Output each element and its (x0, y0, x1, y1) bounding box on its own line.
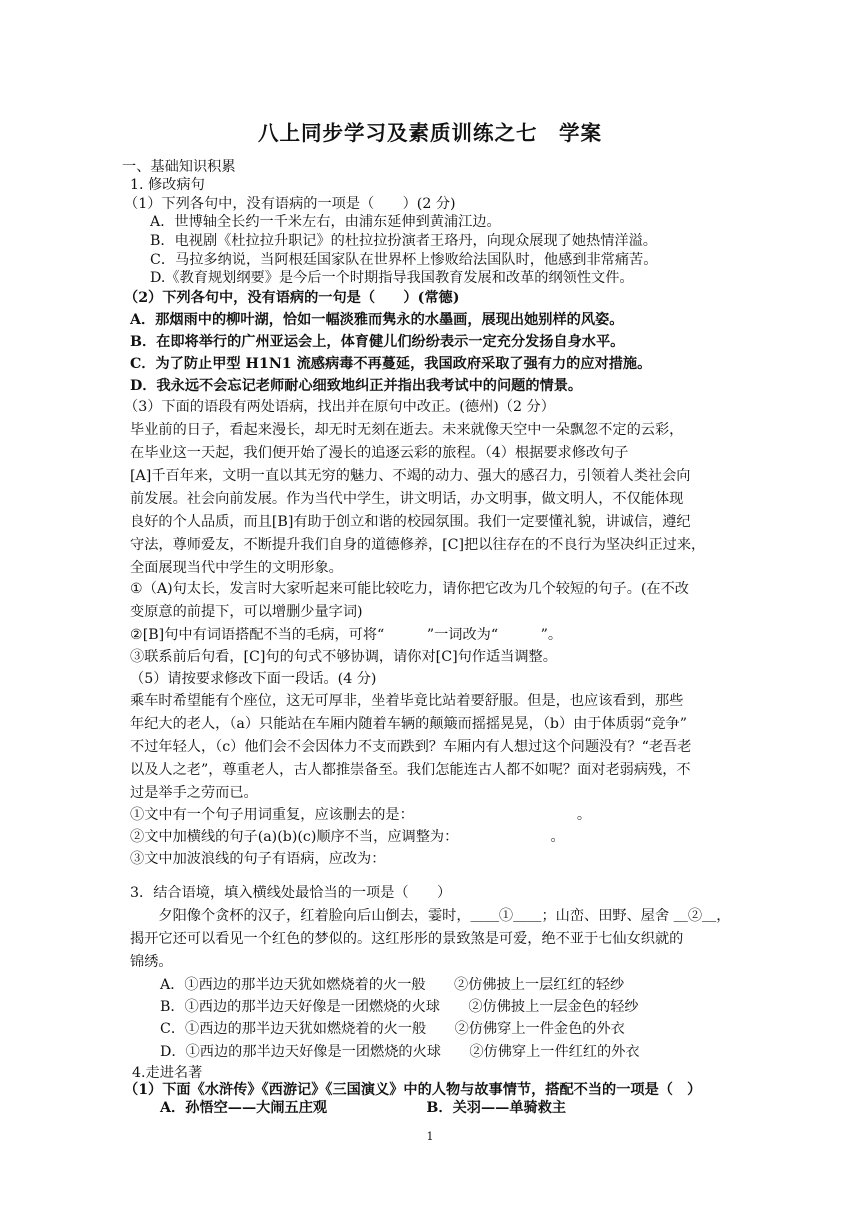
text-line: 4.走进名著 (132, 1065, 203, 1081)
text-line: 守法，尊师爱友，不断提升我们自身的道德修养，[C]把以往存在的不良行为坚决纠正过来， (130, 537, 706, 553)
text-line: （1）下列各句中，没有语病的一项是（ ）(2 分) (124, 196, 456, 212)
text-line: A．①西边的那半边天犹如燃烧着的火一般 ②仿佛披上一层红红的轻纱 (160, 977, 625, 993)
text-line: 以及人之老”，尊重老人，古人都推崇备至。我们怎能连古人都不如呢？面对老弱病残，不 (130, 762, 691, 778)
text-line: B．在即将举行的广州亚运会上，体育健儿们纷纷表示一定充分发扬自身水平。 (130, 334, 625, 350)
text-line: （2）下列各句中，没有语病的一句是（ ）(常德) (124, 290, 460, 306)
text-line: 良好的个人品质，而且[B]有助于创立和谐的校园氛围。我们一定要懂礼貌，讲诚信，遵纪 (130, 514, 691, 530)
text-line: C．马拉多纳说，当阿根廷国家队在世界杯上惨败给法国队时，他感到非常痛苦。 (150, 252, 658, 268)
page-title: 八上同步学习及素质训练之七 学案 (258, 121, 602, 145)
text-line: 变原意的前提下，可以增删少量字词) (130, 604, 363, 620)
text-line: [A]千百年来，文明一直以其无穷的魅力、不竭的动力、强大的感召力，引领着人类社会向 (130, 468, 691, 484)
text-line: 不过年轻人，（c）他们会不会因体力不支而跌到？车厢内有人想过这个问题没有？“老吾老 (130, 739, 692, 755)
page-number: 1 (426, 1130, 434, 1143)
text-line: 前发展。社会向前发展。作为当代中学生，讲文明话，办文明事，做文明人，不仅能体现 (130, 491, 684, 507)
text-line: 3．结合语境，填入横线处最恰当的一项是（ ） (130, 885, 452, 901)
text-line: 年纪大的老人，（a）只能站在车厢内随着车辆的颠簸而摇摇晃晃，（b）由于体质弱“竞争” (130, 716, 687, 732)
text-line: ①（A)句太长，发言时大家听起来可能比较吃力，请你把它改为几个较短的句子。(在不改 (130, 581, 689, 597)
text-line: C．为了防止甲型 H1N1 流感病毒不再蔓延，我国政府采取了强有力的应对措施。 (130, 356, 652, 372)
text-line: ②文中加横线的句子(a)(b)(c)顺序不当，应调整为： 。 (130, 829, 565, 845)
text-line: B．①西边的那半边天好像是一团燃烧的火球 ②仿佛披上一层金色的轻纱 (160, 999, 639, 1015)
text-line: ①文中有一个句子用词重复，应该删去的是： 。 (130, 807, 592, 823)
text-line: ③文中加波浪线的句子有语病，应改为： (130, 851, 386, 867)
text-line: 过是举手之劳而已。 (130, 785, 258, 801)
text-line: 一、基础知识积累 (122, 159, 236, 175)
text-line: 1. 修改病句 (130, 177, 205, 193)
text-line: B．电视剧《杜拉拉升职记》的杜拉拉扮演者王珞丹，向现众展现了她热情洋溢。 (150, 233, 657, 249)
text-line: 夕阳像个贪杯的汉子，红着脸向后山倒去，霎时，＿＿①＿＿；山峦、田野、屋舍 ＿②＿， (130, 908, 731, 924)
text-line: D.《教育规划纲要》是今后一个时期指导我国教育发展和改革的纲领性文件。 (150, 270, 634, 286)
text-line: ③联系前后句看，[C]句的句式不够协调，请你对[C]句作适当调整。 (130, 649, 557, 665)
text-line: ②[B]句中有词语搭配不当的毛病，可将“ ”一词改为“ ”。 (130, 627, 563, 643)
text-line: 揭开它还可以看见一个红色的梦似的。这红彤彤的景致煞是可爱，绝不亚于七仙女织就的 (130, 931, 684, 947)
text-line: （5）请按要求修改下面一段话。(4 分) (130, 671, 377, 687)
text-line: 锦绣。 (130, 954, 173, 970)
text-line: A．孙悟空——大闹五庄观 B．关羽——单骑救主 (160, 1100, 567, 1116)
text-line: 全面展现当代中学生的文明形象。 (130, 560, 343, 576)
text-line: 毕业前的日子，看起来漫长，却无时无刻在逝去。未来就像天空中一朵飘忽不定的云彩， (130, 422, 684, 438)
text-line: D．我永远不会忘记老师耐心细致地纠正并指出我考试中的问题的情景。 (130, 378, 583, 394)
text-line: 乘车时希望能有个座位，这无可厚非，坐着毕竟比站着要舒服。但是，也应该看到，那些 (130, 693, 684, 709)
text-line: C．①西边的那半边天犹如燃烧着的火一般 ②仿佛穿上一件金色的外衣 (160, 1021, 625, 1037)
text-line: D．①西边的那半边天好像是一团燃烧的火球 ②仿佛穿上一件红红的外衣 (160, 1044, 640, 1060)
text-line: 在毕业这一天起，我们便开始了漫长的追逐云彩的旅程。（4）根据要求修改句子 (130, 445, 629, 461)
text-line: A．世博轴全长约一千米左右，由浦东延伸到黄浦江边。 (150, 214, 501, 230)
text-line: （1）下面《水浒传》《西游记》《三国演义》中的人物与故事情节，搭配不当的一项是（ ） (124, 1082, 702, 1098)
text-line: （3）下面的语段有两处语病，找出并在原句中改正。(德州)（2 分） (124, 399, 555, 415)
text-line: A．那烟雨中的柳叶湖，恰如一幅淡雅而隽永的水墨画，展现出她别样的风姿。 (130, 312, 624, 328)
